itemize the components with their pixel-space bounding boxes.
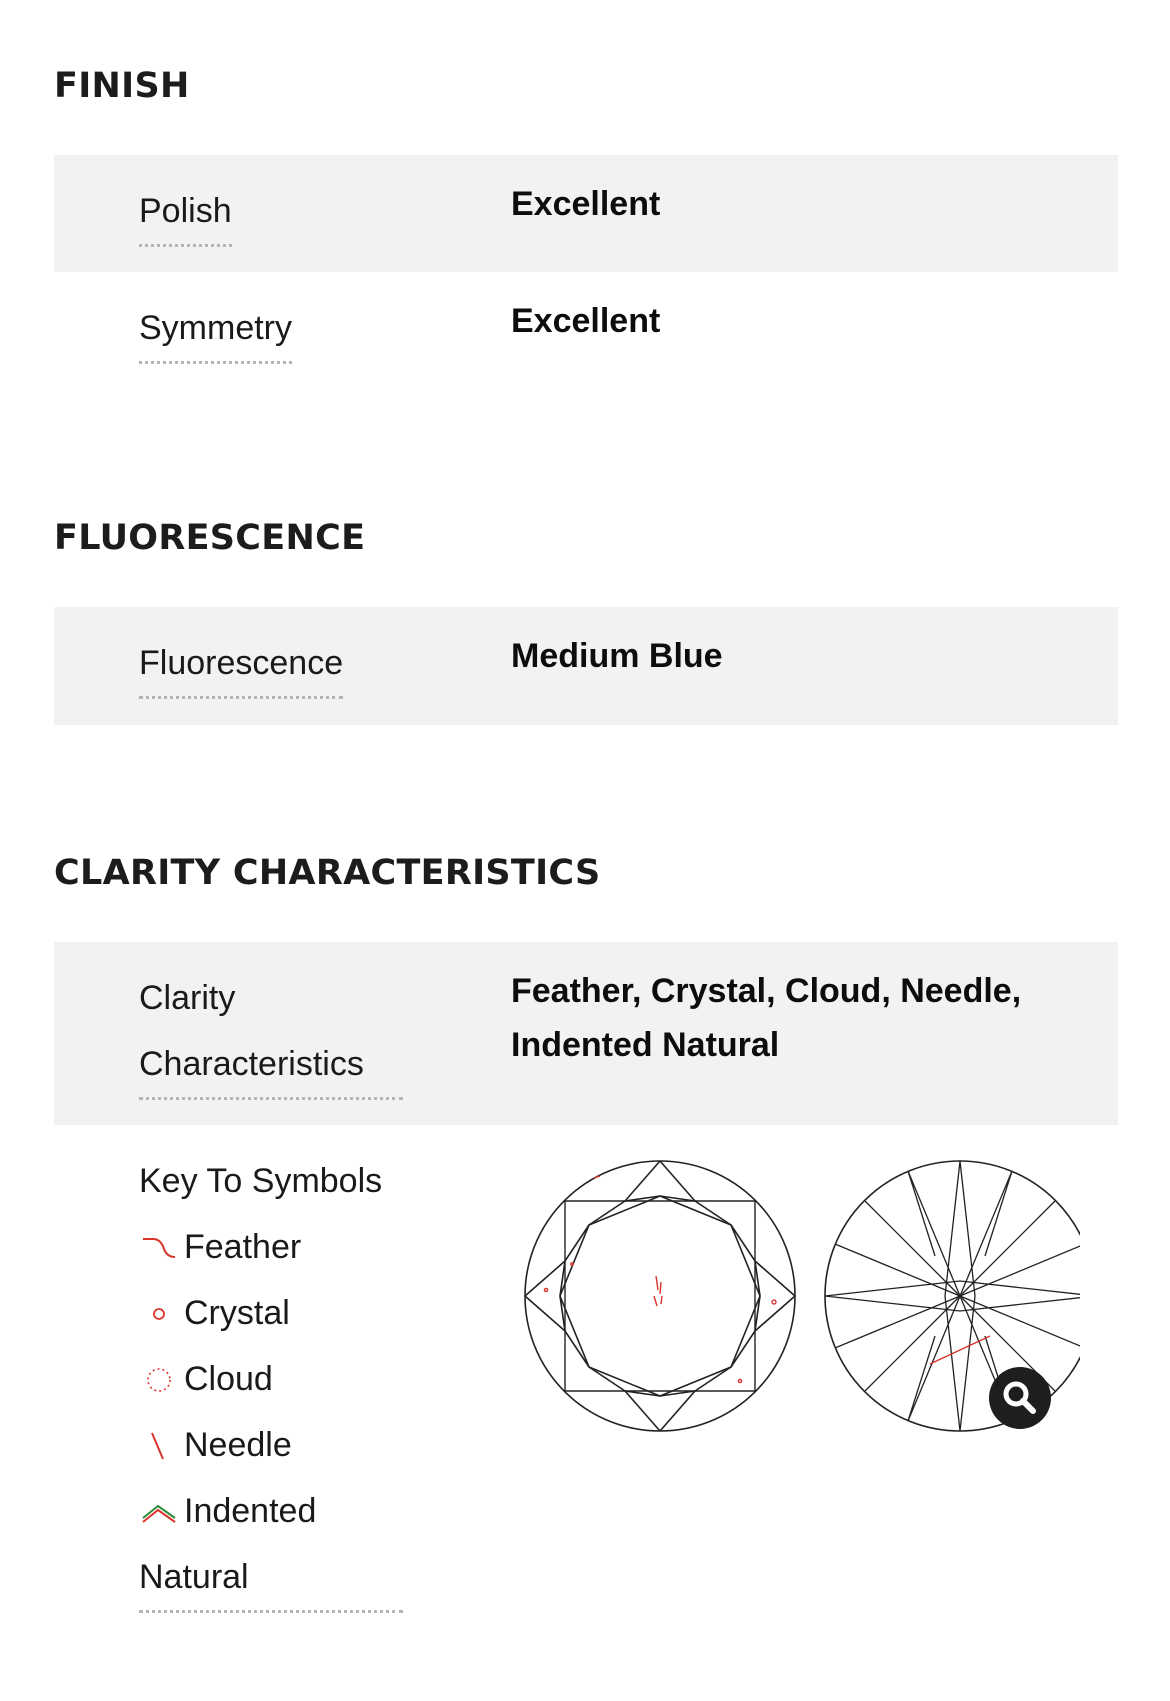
- needle-symbol-icon: [139, 1425, 184, 1465]
- feather-symbol-icon: [139, 1227, 184, 1267]
- key-item-crystal: [139, 1280, 403, 1346]
- clarity-characteristics-row: [54, 942, 1118, 1125]
- polish-row: [54, 155, 1118, 272]
- clarity-label-line2: Characteristics: [139, 1045, 364, 1083]
- fluorescence-section-title: FLUORESCENCE: [54, 518, 366, 558]
- key-item-indented-natural: [139, 1478, 403, 1544]
- key-item-label: Indented: [184, 1492, 317, 1530]
- key-item-label: Crystal: [184, 1294, 290, 1332]
- symmetry-label[interactable]: Symmetry: [139, 295, 292, 364]
- clarity-value-line2: Indented Natural: [511, 1026, 780, 1064]
- crystal-symbol-icon: [139, 1293, 184, 1333]
- cloud-symbol-icon: [139, 1359, 184, 1399]
- clarity-label-line1: Clarity: [139, 979, 236, 1017]
- magnify-icon: [989, 1367, 1051, 1429]
- finish-section-title: FINISH: [54, 66, 190, 106]
- key-item-label: Cloud: [184, 1360, 273, 1398]
- clarity-section-title: CLARITY CHARACTERISTICS: [54, 853, 601, 893]
- key-to-symbols[interactable]: [139, 1148, 403, 1613]
- key-item-cloud: [139, 1346, 403, 1412]
- key-item-feather: [139, 1214, 403, 1280]
- key-item-needle: [139, 1412, 403, 1478]
- symmetry-row: [54, 272, 1118, 389]
- crown-view-diagram: [525, 1161, 795, 1431]
- fluorescence-value: Medium Blue: [511, 637, 723, 675]
- clarity-characteristics-label[interactable]: [139, 965, 403, 1100]
- key-item-label: Feather: [184, 1228, 302, 1266]
- key-item-label: Needle: [184, 1426, 292, 1464]
- fluorescence-label[interactable]: Fluorescence: [139, 630, 343, 699]
- fluorescence-row: [54, 607, 1118, 725]
- symmetry-value: Excellent: [511, 302, 661, 340]
- clarity-value-line1: Feather, Crystal, Cloud, Needle,: [511, 972, 1022, 1010]
- polish-value: Excellent: [511, 185, 661, 223]
- magnify-button[interactable]: [989, 1367, 1051, 1429]
- polish-label[interactable]: Polish: [139, 178, 232, 247]
- clarity-characteristics-value: [511, 964, 1021, 1072]
- key-item-label-wrap: Natural: [139, 1558, 249, 1596]
- indented-natural-symbol-icon: [139, 1491, 184, 1531]
- key-to-symbols-title: Key To Symbols: [139, 1162, 383, 1200]
